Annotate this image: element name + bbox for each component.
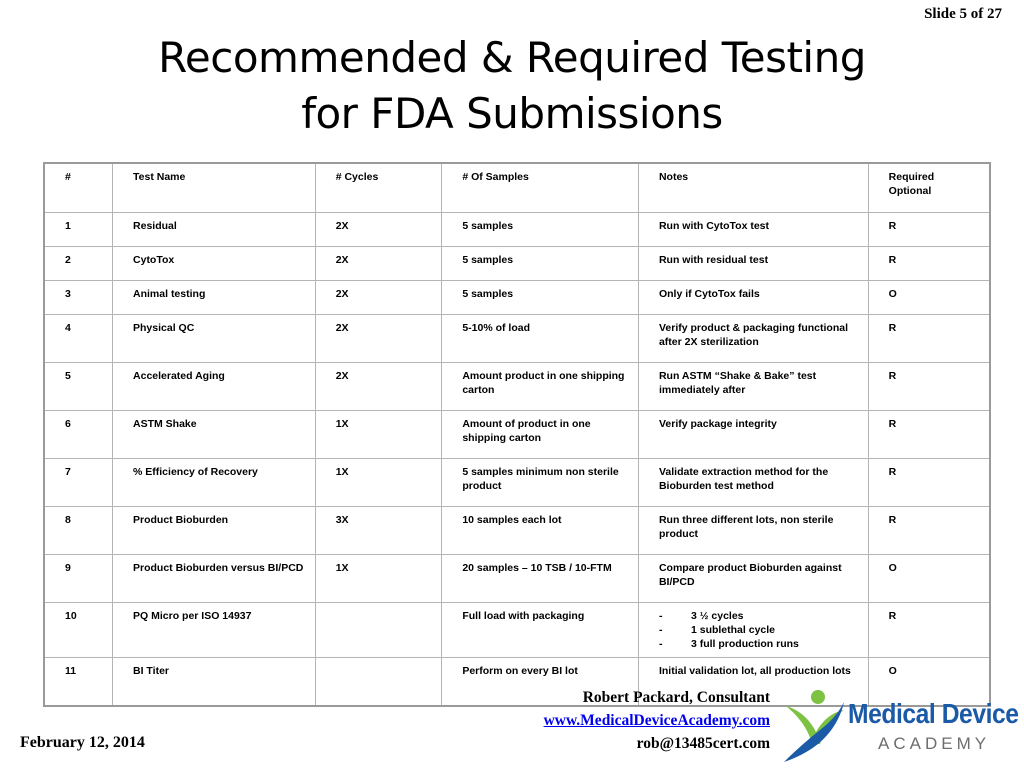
- table-row: [44, 459, 990, 507]
- required-optional-cell: R: [868, 363, 990, 411]
- samples-cell: 5 samples: [442, 247, 639, 281]
- notes-cell: Run with CytoTox test: [638, 213, 868, 247]
- cycles-cell: 2X: [315, 281, 442, 315]
- notes-cell: Only if CytoTox fails: [638, 281, 868, 315]
- samples-cell: 10 samples each lot: [442, 507, 639, 555]
- row-number: 3: [44, 281, 113, 315]
- email-address: rob@13485cert.com: [636, 735, 770, 752]
- row-number: 5: [44, 363, 113, 411]
- table-row: [44, 411, 990, 459]
- header-test-name: Test Name: [113, 163, 316, 213]
- samples-cell: 5 samples: [442, 281, 639, 315]
- consultant-name: Robert Packard, Consultant: [582, 689, 770, 706]
- test-name-cell: BI Titer: [113, 658, 316, 707]
- table-row: [44, 247, 990, 281]
- samples-cell: 20 samples – 10 TSB / 10-FTM: [442, 555, 639, 603]
- row-number: 7: [44, 459, 113, 507]
- note-list-item: - 3 full production runs: [658, 638, 799, 650]
- medical-device-academy-logo: [780, 684, 1019, 764]
- cycles-cell: 2X: [315, 315, 442, 363]
- samples-cell: 5 samples minimum non sterile product: [442, 459, 639, 507]
- test-name-cell: Product Bioburden versus BI/PCD: [113, 555, 316, 603]
- test-name-cell: PQ Micro per ISO 14937: [113, 603, 316, 658]
- row-number: 11: [44, 658, 113, 707]
- contact-block: [544, 686, 770, 755]
- test-name-cell: Physical QC: [113, 315, 316, 363]
- required-optional-cell: R: [868, 603, 990, 658]
- slide-number: Slide 5 of 27: [924, 6, 1002, 22]
- row-number: 8: [44, 507, 113, 555]
- cycles-cell: 2X: [315, 213, 442, 247]
- logo-text-medical-device: Medical Device: [848, 698, 1019, 729]
- notes-cell: Initial validation lot, all production lots: [638, 658, 868, 707]
- table-header-row: [44, 163, 990, 213]
- required-optional-cell: R: [868, 507, 990, 555]
- samples-cell: Amount product in one shipping carton: [442, 363, 639, 411]
- header-notes: Notes: [638, 163, 868, 213]
- samples-cell: 5 samples: [442, 213, 639, 247]
- notes-cell: Verify product & packaging functional after 2X sterilization: [638, 315, 868, 363]
- required-optional-cell: R: [868, 213, 990, 247]
- cycles-cell: 1X: [315, 555, 442, 603]
- samples-cell: Full load with packaging: [442, 603, 639, 658]
- row-number: 1: [44, 213, 113, 247]
- test-name-cell: Residual: [113, 213, 316, 247]
- notes-cell: Validate extraction method for the Bioburden test method: [638, 459, 868, 507]
- row-number: 4: [44, 315, 113, 363]
- table-row: [44, 281, 990, 315]
- table-row: [44, 363, 990, 411]
- test-name-cell: % Efficiency of Recovery: [113, 459, 316, 507]
- notes-cell: Run three different lots, non sterile product: [638, 507, 868, 555]
- notes-cell: Verify package integrity: [638, 411, 868, 459]
- header-number: #: [44, 163, 113, 213]
- slide-title: [0, 30, 1024, 142]
- note-list-item: - 1 sublethal cycle: [658, 624, 776, 636]
- title-line-2: for FDA Submissions: [301, 89, 723, 138]
- website-link[interactable]: www.MedicalDeviceAcademy.com: [543, 712, 770, 729]
- test-name-cell: Animal testing: [113, 281, 316, 315]
- notes-cell: Compare product Bioburden against BI/PCD: [638, 555, 868, 603]
- academy-figure-icon: [780, 684, 846, 764]
- row-number: 6: [44, 411, 113, 459]
- samples-cell: 5-10% of load: [442, 315, 639, 363]
- table-row: [44, 213, 990, 247]
- presentation-date: February 12, 2014: [20, 734, 145, 751]
- table-row: [44, 315, 990, 363]
- logo-text-academy: ACADEMY: [878, 734, 991, 753]
- table-row: [44, 603, 990, 658]
- table-row: [44, 507, 990, 555]
- test-name-cell: Product Bioburden: [113, 507, 316, 555]
- required-optional-cell: R: [868, 315, 990, 363]
- test-name-cell: CytoTox: [113, 247, 316, 281]
- cycles-cell: [315, 658, 442, 707]
- test-name-cell: Accelerated Aging: [113, 363, 316, 411]
- header-samples: # Of Samples: [442, 163, 639, 213]
- required-optional-cell: O: [868, 658, 990, 707]
- row-number: 2: [44, 247, 113, 281]
- required-optional-cell: O: [868, 555, 990, 603]
- cycles-cell: 2X: [315, 363, 442, 411]
- notes-cell: Run ASTM “Shake & Bake” test immediately after: [638, 363, 868, 411]
- testing-table: [43, 162, 991, 707]
- cycles-cell: 3X: [315, 507, 442, 555]
- required-optional-cell: R: [868, 459, 990, 507]
- required-optional-cell: R: [868, 247, 990, 281]
- cycles-cell: [315, 603, 442, 658]
- row-number: 9: [44, 555, 113, 603]
- note-list-item: - 3 ½ cycles: [658, 610, 744, 622]
- required-optional-cell: R: [868, 411, 990, 459]
- table-row: [44, 555, 990, 603]
- samples-cell: Perform on every BI lot: [442, 658, 639, 707]
- cycles-cell: 2X: [315, 247, 442, 281]
- cycles-cell: 1X: [315, 459, 442, 507]
- samples-cell: Amount of product in one shipping carton: [442, 411, 639, 459]
- title-line-1: Recommended & Required Testing: [158, 33, 866, 82]
- notes-cell: [638, 603, 868, 658]
- row-number: 10: [44, 603, 113, 658]
- cycles-cell: 1X: [315, 411, 442, 459]
- notes-cell: Run with residual test: [638, 247, 868, 281]
- test-name-cell: ASTM Shake: [113, 411, 316, 459]
- header-required-optional: Required Optional: [868, 163, 990, 213]
- required-optional-cell: O: [868, 281, 990, 315]
- header-cycles: # Cycles: [315, 163, 442, 213]
